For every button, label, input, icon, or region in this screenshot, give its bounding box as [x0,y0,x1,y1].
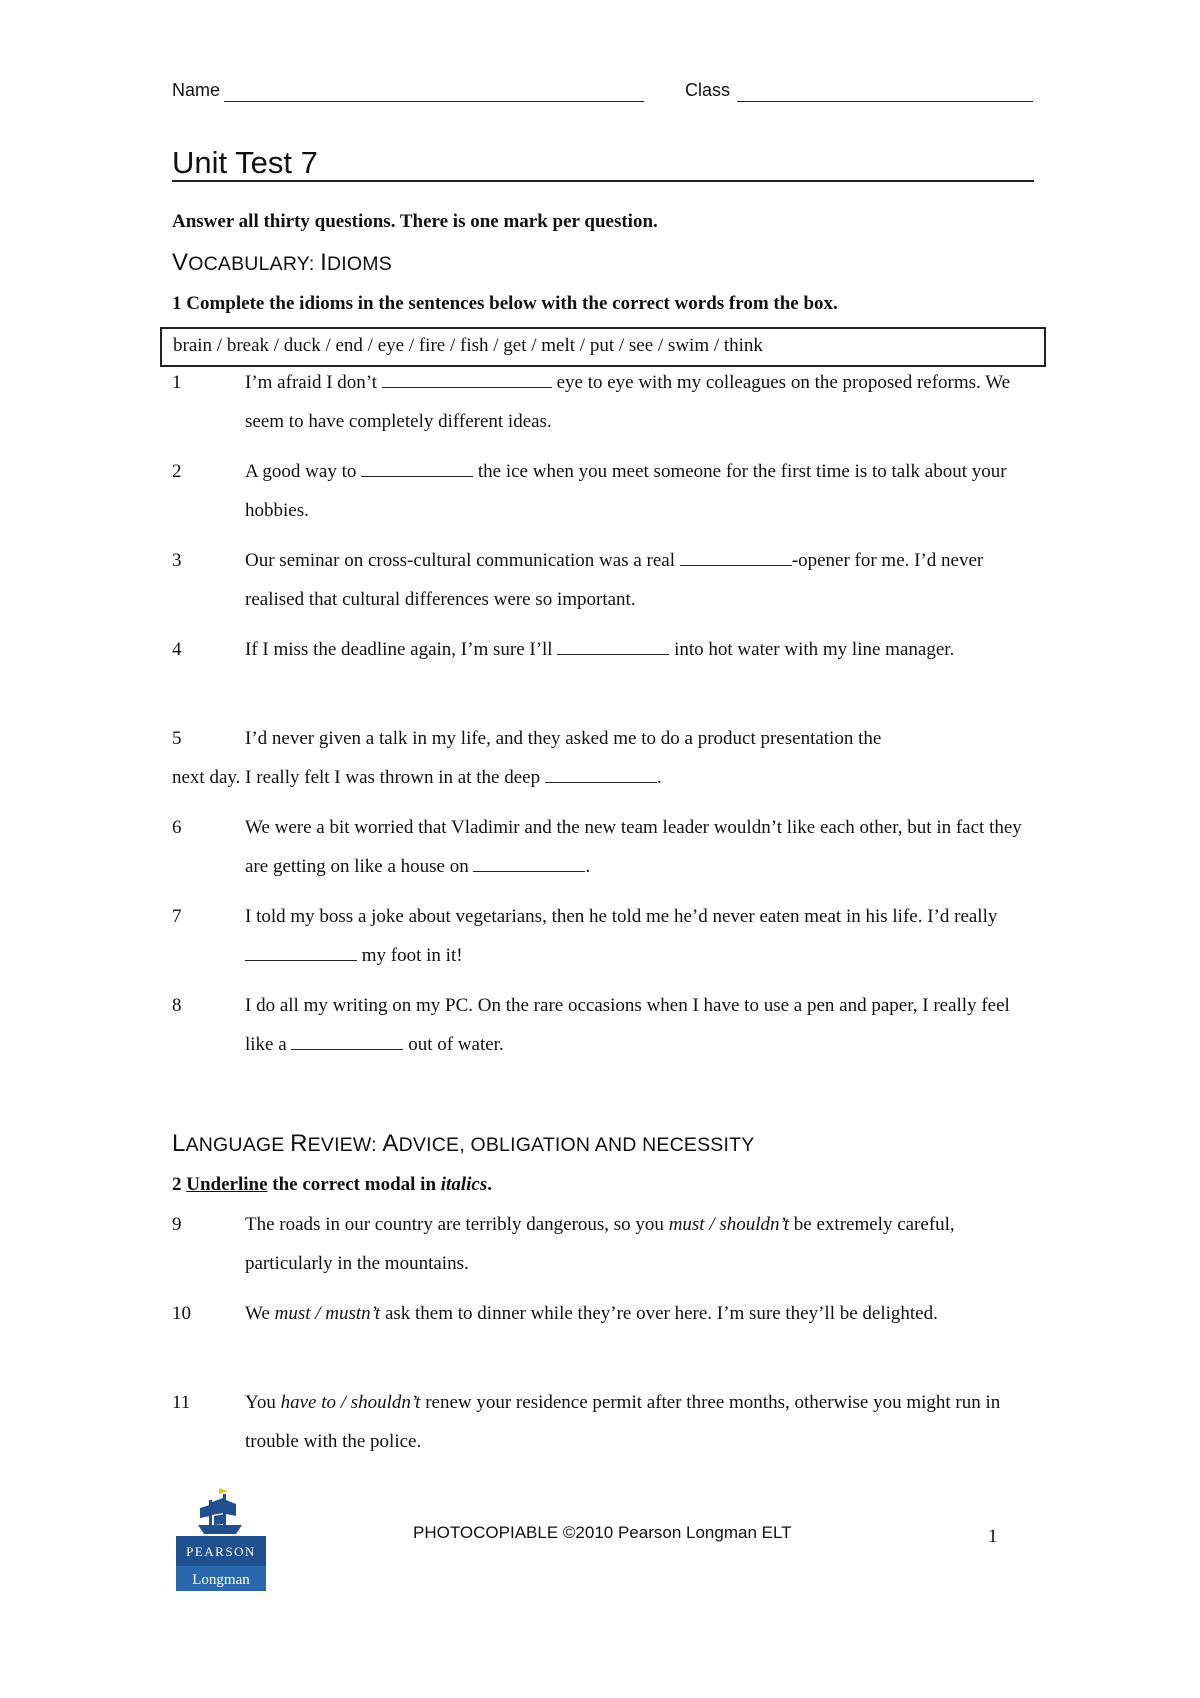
section-heading-vocabulary: VOCABULARY: IDIOMS [172,249,392,276]
question-number: 9 [172,1214,182,1235]
section-heading-language-review: LANGUAGE REVIEW: ADVICE, OBLIGATION AND NECESSITY [172,1130,755,1157]
class-label: Class [685,80,731,100]
question-number: 1 [172,372,182,393]
page-title: Unit Test 7 [172,145,318,180]
modal-options[interactable]: have to / shouldn’t [280,1392,421,1413]
ship-logo-icon [176,1488,266,1591]
question-text: Our seminar on cross-cultural communication was a real -opener for me. I’d never realised that cultural differences were so important. [245,550,984,610]
question-number: 3 [172,550,182,571]
question-number: 8 [172,995,182,1016]
question-number: 5 [172,728,182,749]
question-number: 11 [172,1392,191,1413]
question-text: A good way to the ice when you meet someone for the first time is to talk about your hobbies. [245,461,1007,521]
question-number: 6 [172,817,182,838]
question-text: next day. I really felt I was thrown in at the deep . [172,767,662,788]
answer-blank[interactable] [473,855,585,872]
name-class-line [172,80,731,101]
question-text: We were a bit worried that Vladimir and the new team leader wouldn’t like each other, but in fact they are getting on like a house on . [245,817,1022,877]
question-text: I do all my writing on my PC. On the rare occasions when I have to use a pen and paper, I really feel like a out of water. [245,995,1010,1055]
question-text: The roads in our country are terribly dangerous, so you must / shouldn’t be extremely careful, particularly in the mountains. [245,1214,955,1274]
name-field[interactable] [224,101,644,102]
answer-blank[interactable] [382,371,552,388]
exercise-1-instruction: 1 Complete the idioms in the sentences below with the correct words from the box. [172,293,838,314]
question-text: I told my boss a joke about vegetarians, then he told me he’d never eaten meat in his life. I’d really my foot in it! [245,906,998,966]
svg-text:Longman: Longman [192,1572,250,1588]
copyright-notice: PHOTOCOPIABLE ©2010 Pearson Longman ELT [413,1523,792,1542]
modal-options[interactable]: must / mustn’t [274,1303,381,1324]
answer-blank[interactable] [245,944,357,961]
question-number: 2 [172,461,182,482]
question-text: We must / mustn’t ask them to dinner while they’re over here. I’m sure they’ll be delighted. [245,1303,938,1324]
test-instructions: Answer all thirty questions. There is one mark per question. [172,211,658,232]
answer-blank[interactable] [557,638,669,655]
name-label: Name [172,80,221,100]
question-text: If I miss the deadline again, I’m sure I’ll into hot water with my line manager. [245,639,955,660]
svg-text:PEARSON: PEARSON [186,1544,256,1559]
question-number: 10 [172,1303,191,1324]
answer-blank[interactable] [680,549,792,566]
question-text: I’d never given a talk in my life, and they asked me to do a product presentation the [245,728,882,749]
question-text: I’m afraid I don’t eye to eye with my colleagues on the proposed reforms. We seem to have completely different ideas. [245,372,1011,432]
question-number: 4 [172,639,182,660]
class-field[interactable] [737,101,1033,102]
word-box-text: brain / break / duck / end / eye / fire / fish / get / melt / put / see / swim / think [173,335,763,356]
answer-blank[interactable] [545,766,657,783]
question-number: 7 [172,906,182,927]
question-text: You have to / shouldn’t renew your residence permit after three months, otherwise you might run in trouble with the police. [245,1392,1001,1452]
answer-blank[interactable] [291,1033,403,1050]
page-number: 1 [988,1526,998,1547]
title-divider [172,180,1034,182]
modal-options[interactable]: must / shouldn’t [668,1214,790,1235]
pearson-longman-logo [176,1488,266,1591]
word-box [160,327,1046,367]
exercise-2-instruction: 2 Underline the correct modal in italics. [172,1174,492,1195]
answer-blank[interactable] [361,460,473,477]
